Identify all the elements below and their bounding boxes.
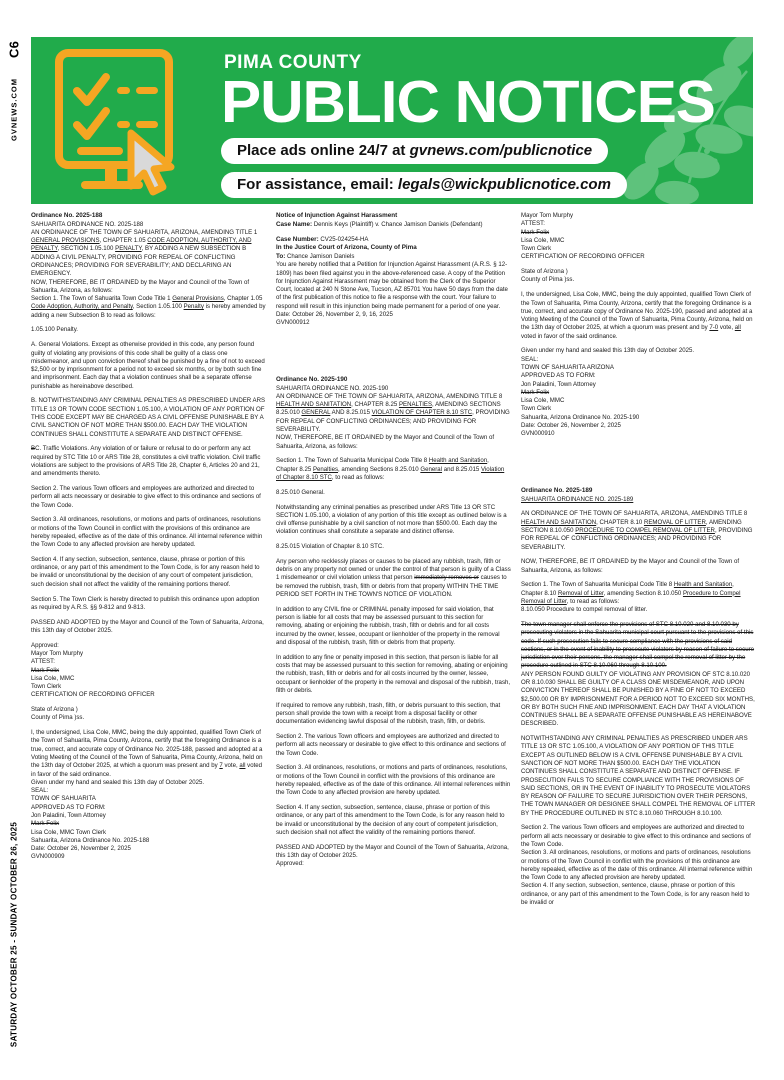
paragraph-c-struck-letter: B [31, 445, 36, 453]
o190-violation-heading: 8.25.015 Violation of Chapter 8.10 STC. [276, 543, 384, 551]
to-label: To: [276, 252, 286, 260]
certification-vote-count: 7 [219, 762, 223, 770]
ordinance-190-title: Ordinance No. 2025-190 [276, 376, 348, 384]
preamble-underline-2: CODE ADOPTION, AUTHORITY, AND PENALTY [31, 237, 252, 253]
publication-dates: Date: October 26, November 2, 2025 [31, 845, 131, 853]
o189-preamble [521, 510, 756, 551]
o190-state-line: State of Arizona ) [521, 268, 568, 276]
ordinance-190-subtitle: SAHUARITA ORDINANCE NO. 2025-190 [276, 384, 389, 392]
section-5-text: Section 5. The Town Clerk is hereby directed to publish this ordinance upon adoption as required by A.R.S. §§ 9-812 and 9-813. [31, 595, 260, 611]
section-1-text [31, 295, 266, 320]
clerk-name-2: Lisa Cole, MMC Town Clerk [31, 828, 107, 836]
case-name-value: Dennis Keys (Plaintiff) v. Chance Jamison Daniels (Defendant) [312, 220, 483, 228]
o190-part-2: , CHAPTER 8.25 [351, 401, 399, 409]
o189-s1-part-1: Section 1. The Town of Sahuarita Municipal Code Title 8 [521, 581, 674, 589]
o190-general-head-block [276, 489, 511, 497]
o190-violation-body [276, 558, 511, 599]
preamble-underline-1: GENERAL PROVISIONS [31, 237, 100, 245]
o190-closing-block [521, 347, 756, 438]
notice-ordinance-2025-188 [31, 212, 266, 295]
o190-addition-1-block [276, 606, 511, 647]
preamble-part-2: , CHAPTER 1.05 [99, 237, 148, 245]
preamble-underline-3: PENALTY [115, 245, 142, 253]
assistance-text: For assistance, email: [237, 176, 398, 194]
place-ads-text: Place ads online 24/7 at [237, 142, 410, 160]
o190-struck-name-2: Mark Felix [521, 388, 550, 396]
o190-addition-2: In addition to any fine or penalty imposed in this section, that person is liable for all costs that may be assessed pursuant to this section for removing, abating or enjoining the rubbish, trash, filth or debris and for all costs incurred by the owner, lessee, occupant or lienholder of the property in the removal and disposal of the rubbish, trash, filth or debris. [276, 653, 511, 694]
o190-certification-block [521, 291, 756, 341]
o190-clerk-name: Lisa Cole, MMC [521, 236, 565, 244]
o190-section-2-block [276, 733, 511, 758]
o190-s1-part-4: and 8.25.015 [442, 465, 481, 473]
o189-caps-2-block [521, 735, 756, 818]
o190-receipt-block [276, 702, 511, 727]
o189-caps-paragraph-2: NOTWITHSTANDING ANY CRIMINAL PENALTIES AS PRESCRIBED UNDER ARS TITLE 13 OR STC 1.05.100, A VIOLATION OF ANY PORTION OF THIS TITLE EXCEPT AS OUTLINED BELOW IS A CIVIL OFFENSE PUNISHABLE BY A CIVIL SANCTION OF NOT MORE THAN $500.00. EACH DAY THE VIOLATION CONTINUES SHALL CONSTITUTE A SEPARATE AND DISTINCT OFFENSE. IF PROSECUTION FAILS TO SECURE COMPLIANCE WITH THE PROVISIONS OF SAID SECTIONS, OR IN THE EVENT OF INABILITY TO PROSECUTE VIOLATORS BY REASON OF FAILURE TO SECURE JURISDICTION OVER THEIR PERSONS, THE TOWN MANAGER OR DESIGNEE SHALL COMPEL THE REMOVAL OF LITTER BY THE PROCEDURE OUTLINED IN STC 8.10.060 THROUGH 8.10.100. [521, 735, 756, 817]
certification-part-3: voted in favor of the said ordinance. [31, 762, 263, 778]
o190-viol-struck-text: immediately removes or [414, 574, 479, 582]
o189-s1-part-2: , Chapter 8.10 [521, 581, 734, 597]
o190-part-1: AN ORDINANCE OF THE TOWN OF SAHUARITA, ARIZONA, AMENDING TITLE 8 [276, 392, 503, 400]
o190-section-3: Section 3. All ordinances, resolutions, or motions and parts of ordinances, resolutions, or motions of the Town Council in conflict with the provisions of this ordinance are hereby repealed, effective as of the date of this ordinance. All internal references within the Town Code to any affected provision are hereby updated. [276, 764, 511, 797]
o190-underline-4: VIOLATION OF CHAPTER 8.10 STC [371, 409, 473, 417]
passed-adopted-block [31, 619, 266, 636]
certification-heading: CERTIFICATION OF RECORDING OFFICER [31, 691, 155, 699]
o190-attest-struck-name: Mark Felix [521, 228, 550, 236]
o190-s1-underline-1: Health and Sanitation [428, 457, 488, 465]
o190-s1-underline-4: Violation of Chapter 8.10 STC [276, 465, 505, 481]
issue-date-label: SATURDAY OCTOBER 25 - SUNDAY OCTOBER 26, 2025 [9, 821, 19, 1048]
o190-county-line: County of Pima )ss. [521, 276, 575, 284]
paragraph-b: B. NOTWITHSTANDING ANY CRIMINAL PENALTIES AS PRESCRIBED UNDER ARS TITLE 13 OR TOWN CODE SECTION 1.05.100, A VIOLATION OF ANY PORTION OF THIS CODE EXCEPT MAY BE CHARGED AS A CIVIL OFFENSE PUNISHABLE BY A CIVIL SANCTION OF NOT MORE THAN $500.00. EACH DAY THE VIOLATION CONTINUES SHALL CONSTITUTE A SEPARATE AND DISTINCT OFFENSE. [31, 397, 266, 438]
section-1-part-2: , Chapter 1.05 [223, 295, 263, 303]
notice-column-2 [276, 212, 511, 1074]
injunction-notice-title: Notice of Injunction Against Harassment [276, 212, 398, 219]
o190-cert-part-3: voted in favor of the said ordinance. [521, 332, 618, 340]
o190-state-county-block [521, 268, 756, 285]
o190-part-3: , AMENDING SECTIONS 8.25.010 [276, 401, 501, 417]
case-number-value: CV25-024254-HA [318, 235, 369, 243]
o190-section-1-block [276, 457, 511, 482]
injunction-gvn: GVN000912 [276, 319, 310, 327]
section-1-underline-3: Penalty [183, 303, 204, 311]
case-name-label: Case Name: [276, 220, 313, 228]
section-5-block [31, 596, 266, 613]
o190-ordinance-reference: Sahuarita, Arizona Ordinance No. 2025-190 [521, 413, 640, 421]
certification-text [31, 729, 266, 779]
o190-approved-label: Approved: [276, 860, 304, 868]
seal-label: SEAL: [31, 787, 49, 795]
o190-town-attorney: Jon Paladini, Town Attorney [521, 380, 596, 388]
o190-part-5: , PROVIDING FOR REPEAL OF CONFLICTING ORDINANCES; AND PROVIDING FOR SEVERABILITY. [276, 409, 510, 434]
section-4-block [31, 556, 266, 589]
o190-certification-heading: CERTIFICATION OF RECORDING OFFICER [521, 253, 645, 261]
preamble-part-3: , SECTION 1.05.100 [57, 245, 116, 253]
banner-county-label: PIMA COUNTY [224, 52, 362, 73]
ordinance-reference: Sahuarita, Arizona Ordinance No. 2025-188 [31, 836, 150, 844]
to-value: Chance Jamison Daniels [285, 252, 355, 260]
section-2-block [31, 485, 266, 510]
o190-mayor-name: Mayor Tom Murphy [521, 212, 574, 219]
o190-passed-text: PASSED AND ADOPTED by the Mayor and Council of the Town of Sahuarita, Arizona, this 13th day of October 2025. [276, 843, 509, 859]
injunction-dates: Date: October 26, November 2, 9, 16, 2025 [276, 311, 393, 318]
o189-s1-underline-3: Procedure to Compel Removal of Litter [521, 589, 741, 605]
o189-s1-underline-1: Health and Sanitation [673, 581, 733, 589]
approved-label: Approved: [31, 641, 59, 649]
approved-as-to-form: APPROVED AS TO FORM: [31, 803, 106, 811]
banner-title: PUBLIC NOTICES [221, 69, 715, 135]
checklist-monitor-icon [53, 47, 205, 197]
o189-section-4: Section 4. If any section, subsection, sentence, clause, phrase or portion of this ordinance, or any part of this amendment to the Town Code, is for any reason held to be invalid or [521, 882, 750, 906]
o190-viol-part-2: causes to be removed the rubbish, trash, filth or debris from that property WITHIN THE TIME PERIOD SET FORTH IN THE TOWN'S NOTICE OF VIOLATION. [276, 574, 507, 599]
o189-s1-underline-2: Removal of Litter [557, 589, 604, 597]
o190-underline-1: HEALTH AND SANITATION [276, 401, 352, 409]
assistance-email-pill[interactable] [221, 172, 627, 198]
paragraph-b-block [31, 397, 266, 438]
page-left-rail [0, 0, 28, 1080]
penalty-heading-block [31, 326, 266, 334]
section-3-text: Section 3. All ordinances, resolutions, or motions and parts of ordinances, resolutions or motions of the Town Council in conflict with the provisions of this ordinance are hereby repealed, effective as of the date of this ordinance. All internal reference within the Town Code to any affected provision are hereby updated. [31, 516, 263, 549]
o189-section-2: Section 2. The various Town officers and employees are authorized and directed to perform all acts necessary or desirable to give effect to this ordinance and sections of the Town Code. [521, 824, 751, 848]
section-1-block [31, 295, 266, 320]
o190-clerk-title-2: Town Clerk [521, 405, 552, 413]
struck-name-2: Mark Felix [31, 820, 60, 828]
o190-s1-underline-3: General [420, 465, 443, 473]
o189-section-1-block [521, 581, 756, 614]
column-spacer [276, 334, 511, 376]
certification-all: all [239, 762, 246, 770]
penalty-heading: 1.05.100 Penalty. [31, 326, 78, 334]
o190-section-2: Section 2. The various Town officers and employees are authorized and directed to perform all acts necessary or desirable to give effect to this ordinance and sections of the Town Code. [276, 732, 506, 757]
banner-text-group [221, 47, 745, 198]
o189-caps-1-block [521, 671, 756, 729]
section-1-part-4: is hereby amended by adding a new Subsection B to read as follows: [31, 303, 266, 319]
case-details-block [276, 236, 511, 328]
o190-receipt-text: If required to remove any rubbish, trash, filth, or debris pursuant to this section, that person shall provide the town with a receipt from a disposal facility or other documentation evidencing lawful disposal of the rubbish, trash, filth, or debris. [276, 701, 501, 726]
section-2-text: Section 2. The various Town officers and employees are authorized and directed to perform all acts necessary or desirable to give effect to this ordinance and sections of the Town Code. [31, 484, 261, 509]
o189-s1-part-4: , to read as follows: [566, 597, 620, 605]
ordinance-189-subtitle: SAHUARITA ORDINANCE NO. 2025-189 [521, 495, 634, 503]
paragraph-a: A. General Violations. Except as otherwise provided in this code, any person found guilty of violating any provisions of this code shall be guilty of a class one misdemeanor, and upon conviction thereof shall be punished by a fine of not to exceed $2,500 or by imprisonment for a period not to exceed six months, or by both such fine and imprisonment. Each day that a violation continues shall be a separate offense punishable as hereinabove described. [31, 341, 265, 390]
website-label: GVNEWS.COM [9, 78, 19, 141]
o189-struck-paragraph-block [521, 621, 756, 671]
o190-section-1 [276, 457, 511, 482]
state-county-block [31, 706, 266, 723]
notice-injunction-harassment [276, 212, 511, 229]
notice-ordinance-2025-190 [276, 376, 511, 434]
o190-underline-2: PENALTIES [398, 401, 433, 409]
o189-sections-block [521, 824, 756, 907]
o190-s1-part-5: , to read as follows: [331, 473, 385, 481]
o189-ordained-block [521, 558, 756, 575]
paragraph-c [31, 445, 266, 478]
o190-general-heading: 8.25.010 General. [276, 488, 325, 496]
o190-clerk-title: Town Clerk [521, 245, 552, 253]
o190-ordained-block [276, 434, 511, 451]
certification-part-2: vote, [222, 762, 240, 770]
o190-cert-vote-count: 7-0 [709, 324, 719, 332]
town-of-label: TOWN OF SAHUARITA [31, 795, 96, 803]
o190-publication-dates: Date: October 26, November 2, 2025 [521, 421, 621, 429]
page-number: C6 [6, 40, 22, 59]
o190-cert-part-2: vote, [718, 324, 735, 332]
o190-seal-label: SEAL: [521, 355, 539, 363]
o189-part-4: , PROVIDING FOR REPEAL OF CONFLICTING ORDINANCES; AND PROVIDING FOR SEVERABILITY. [521, 526, 753, 551]
paragraph-a-block [31, 341, 266, 391]
ordinance-preamble [31, 229, 266, 279]
o190-ordained: NOW, THEREFORE, BE IT ORDAINED by the Mayor and Council of the Town of Sahuarita, Arizona, as follows: [276, 434, 495, 450]
notice-column-3 [521, 212, 756, 1074]
paragraph-c-text: C. Traffic Violations. Any violation of or failure or refusal to do or perform any act required by STC Title 10 or ARS Title 28, constitutes a civil traffic violation. Civil traffic violations are subject to the provisions of ARS Title 28, Chapter 6, Articles 20 and 21, and amendments thereto. [31, 445, 261, 478]
passed-adopted-text: PASSED AND ADOPTED by the Mayor and Council of the Town of Sahuarita, Arizona, this 13th day of October 2025. [31, 618, 264, 634]
o189-struck-paragraph: The town manager shall enforce the provisions of STC 8.10.020 and 8.10.030 by prosecuting violators in the Sahuarita municipal court pursuant to the provisions of this code. If such prosecution fails to secure compliance with the provisions of said sections, or in the event of inability to prosecute violators by reason of failure to secure jurisdiction over their persons, the manager shall compel the removal of litter by the procedure outlined in STC 8.10.060 through 8.10.100. [521, 620, 755, 670]
o189-part-3: , AMENDING SECTION 8.10.050 [521, 518, 742, 534]
o190-town-of-label: TOWN OF SAHUARITA ARIZONA [521, 364, 614, 371]
attest-label: ATTEST: [31, 658, 55, 666]
o190-general-body-block [276, 504, 511, 537]
mayor-name: Mayor Tom Murphy [31, 649, 84, 657]
assistance-email: legals@wickpublicnotice.com [397, 176, 611, 194]
o190-addition-1: In addition to any CIVIL fine or CRIMINAL penalty imposed for said violation, that person is liable for all costs that may be assessed pursuant to this section for removing, abating or enjoining the rubbish, trash, filth or debris and for all costs incurred by the owner, lessee, occupant or lienholder of the property in the removal and disposal of the rubbish, trash, filth or debris from that property. [276, 605, 500, 646]
o189-ordained: NOW, THEREFORE, BE IT ORDAINED by the Mayor and Council of the Town of Sahuarita, Arizona, as follows: [521, 558, 740, 574]
o189-section-1 [521, 581, 756, 606]
section-1-underline-2: Code Adoption, Authority, and Penalty [31, 303, 133, 311]
place-ads-pill[interactable] [221, 138, 608, 164]
section-1-underline-1: General Provisions [172, 295, 224, 303]
o190-signature-block [521, 212, 756, 262]
o190-s1-underline-2: Penalties [312, 465, 339, 473]
o190-approved-as-to-form: APPROVED AS TO FORM: [521, 372, 596, 380]
o190-violation-body-block [276, 558, 511, 599]
to-line [276, 253, 511, 262]
o189-underline-3: PROCEDURE TO COMPEL REMOVAL OF LITTER [575, 526, 715, 534]
section-1-part-1: Section 1. The Town of Sahuarita Town Code Title 1 [31, 295, 173, 303]
gvn-number: GVN000909 [31, 853, 65, 861]
o190-section-4: Section 4. If any section, subsection, sentence, clause, phrase or portion of this ordinance, or any part of this amendment to the Town Code, is for any reason held to be invalid or unconstitutional by the decision of any court of competent jurisdiction, such decision shall not affect the validity of the remaining portions thereof. [276, 803, 505, 836]
o190-s1-part-3: , amending Sections 8.25.010 [338, 465, 421, 473]
o190-general-body: Notwithstanding any criminal penalties as prescribed under ARS Title 13 OR STC SECTION 1.05.100, a violation of any portion of this title except as outlined below is a civil offense punishable by a civil sanction of not more than $500.00. Each day the violation continues shall constitute a separate and distinct offense. [276, 503, 507, 536]
notice-ordinance-2025-189 [521, 487, 756, 504]
signature-block [31, 642, 266, 700]
o190-clerk-name-2: Lisa Cole, MMC [521, 397, 565, 405]
injunction-body: You are hereby notified that a Petition for Injunction Against Harassment (A.R.S. § 12-1809) has been filed against you in the above-referenced case. A copy of the Petition for Injunction Against Harassment may be obtained from the Clerk of the Superior Court, located at 240 N Stone Ave, Tucson, AZ 85701 You have 50 days from the date of the first publication of this notice to file a response with the court. Your failure to respond will result in this injunction being made permanent for a period of one year. [276, 261, 508, 310]
o190-section-3-block [276, 764, 511, 797]
given-under-hand: Given under my hand and sealed this 13th day of October 2025. [31, 778, 205, 786]
section-4-text: Section 4. If any section, subsection, sentence, clause, phrase or portion of this ordinance, or any part of this amendment to the Town Code, is for any reason held to be invalid or unconstitutional by the decision of any court of competent jurisdiction, such decision shall not affect the validity of the remaining portions thereof. [31, 555, 260, 588]
case-name-line [276, 221, 511, 230]
o190-given-under-hand: Given under my hand and sealed this 13th day of October 2025. [521, 347, 695, 355]
o189-preamble-block [521, 510, 756, 551]
o190-violation-head-block [276, 543, 511, 551]
preamble-part-4: , BY ADDING A NEW SUBSECTION B ADDING A CIVIL PENALTY, PROVIDING FOR REPEAL OF CONFLICTING ORDINANCES; PROVIDING FOR SEVERABILITY; AND DECLARING AN EMERGENCY. [31, 245, 247, 278]
column-3-spacer [521, 445, 756, 487]
o190-gvn-number: GVN000910 [521, 430, 555, 438]
o190-cert-part-1: I, the undersigned, Lisa Cole, MMC, being the duly appointed, qualified Town Clerk of the Town of Sahuarita, Pima County, Arizona, certify that the foregoing Ordinance is a true, correct, and accurate copy of Ordinance No. 2025-190, passed and adopted at a Voting Meeting of the Council of the Town of Sahuarita, Pima County, Arizona, held on the 13th day of October 2025, at which a quorum was present and by [521, 291, 753, 332]
o190-passed-block [276, 844, 511, 869]
o190-viol-part-1: Any person who recklessly places or causes to be placed any rubbish, trash, filth or debris on any property not owned or under the control of that person is guilty of a Class 1 misdemeanor or civil violation unless that person [276, 557, 511, 582]
o189-caps-paragraph-1: ANY PERSON FOUND GUILTY OF VIOLATING ANY PROVISION OF STC 8.10.020 OR 8.10.030 SHALL BE GUILTY OF A CLASS ONE MISDEMEANOR, AND UPON CONVICTION THEREOF SHALL BE PUNISHED BY A FINE OF NOT TO EXCEED $2,500.00 OR BY IMPRISONMENT FOR A PERIOD NOT TO EXCEED SIX MONTHS, OR BY BOTH SUCH FINE AND IMPRISONMENT. EACH DAY THAT A VIOLATION CONTINUES SHALL BE A SEPARATE OFFENSE PUNISHABLE AS HEREINABOVE DESCRIBED. [521, 670, 755, 728]
section-1-part-3: , Section 1.05.100 [132, 303, 184, 311]
o189-underline-2: REMOVAL OF LITTER [643, 518, 706, 526]
o190-cert-all: all [734, 324, 741, 332]
notice-title: Ordinance No. 2025-188 [31, 212, 103, 219]
o190-section-4-block [276, 804, 511, 837]
o190-certification-text [521, 291, 756, 341]
o189-underline-1: HEALTH AND SANITATION [521, 518, 597, 526]
certification-part-1: I, the undersigned, Lisa Cole, MMC, being the duly appointed, qualified Town Clerk of the Town of Sahuarita, Pima County, Arizona, certify that the foregoing Ordinance is a true, correct, and accurate copy of Ordinance No. 2025-188, passed and adopted at a Voting Meeting of the Council of the Town of Sahuarita, Pima County, Arizona, held on the 13th day of October 2025, at which a quorum was present and by [31, 729, 263, 770]
state-line: State of Arizona ) [31, 706, 78, 714]
town-attorney: Jon Paladini, Town Attorney [31, 812, 106, 819]
court-line: In the Justice Court of Arizona, County of Pima [276, 244, 417, 252]
o189-part-1: AN ORDINANCE OF THE TOWN OF SAHUARITA, ARIZONA, AMENDING TITLE 8 [521, 510, 748, 518]
o189-part-2: , CHAPTER 8.10 [596, 518, 644, 526]
o190-underline-3: GENERAL [301, 409, 331, 417]
place-ads-url: gvnews.com/publicnotice [409, 142, 593, 160]
certification-block [31, 729, 266, 862]
ordinance-subtitle: SAHUARITA ORDINANCE NO. 2025-188 [31, 220, 144, 228]
case-number-line [276, 236, 511, 245]
o190-addition-2-block [276, 654, 511, 695]
notices-columns [31, 212, 757, 1074]
county-line: County of Pima )ss. [31, 714, 85, 722]
preamble-part-1: AN ORDINANCE OF THE TOWN OF SAHUARITA, ARIZONA, AMENDING TITLE 1 [31, 228, 258, 236]
o189-procedure-heading: 8.10.050 Procedure to compel removal of litter. [521, 606, 648, 614]
clerk-title: Town Clerk [31, 683, 62, 691]
ordinance-189-title: Ordinance No. 2025-189 [521, 487, 593, 495]
o190-attest-label: ATTEST: [521, 220, 545, 228]
notice-column-1 [31, 212, 266, 1074]
o189-section-3: Section 3. All ordinances, resolutions, or motions and parts of ordinances, resolutions or motions of the Town Council in conflict with the provisions of this ordinance are hereby repealed, effective as of the date of this ordinance. All internal reference within the Town Code to any affected provision are hereby updated. [521, 849, 753, 882]
paragraph-c-block [31, 445, 266, 478]
o189-s1-part-3: , amending Section 8.10.050 [603, 589, 683, 597]
attest-struck-name: Mark Felix [31, 666, 60, 674]
clerk-name: Lisa Cole, MMC [31, 674, 75, 682]
ordinance-190-preamble [276, 393, 511, 434]
public-notices-banner [31, 37, 753, 204]
ordained-clause: NOW, THEREFORE, BE IT ORDAINED by the Mayor and Council of the Town of Sahuarita, Arizona, as follows: [31, 278, 250, 294]
o190-part-4: AND 8.25.015 [330, 409, 372, 417]
section-3-block [31, 516, 266, 549]
o190-s1-part-2: , Chapter 8.25 [276, 457, 489, 473]
o190-s1-part-1: Section 1. The Town of Sahuarita Municipal Code Title 8 [276, 457, 429, 465]
case-number-label: Case Number: [276, 235, 319, 243]
